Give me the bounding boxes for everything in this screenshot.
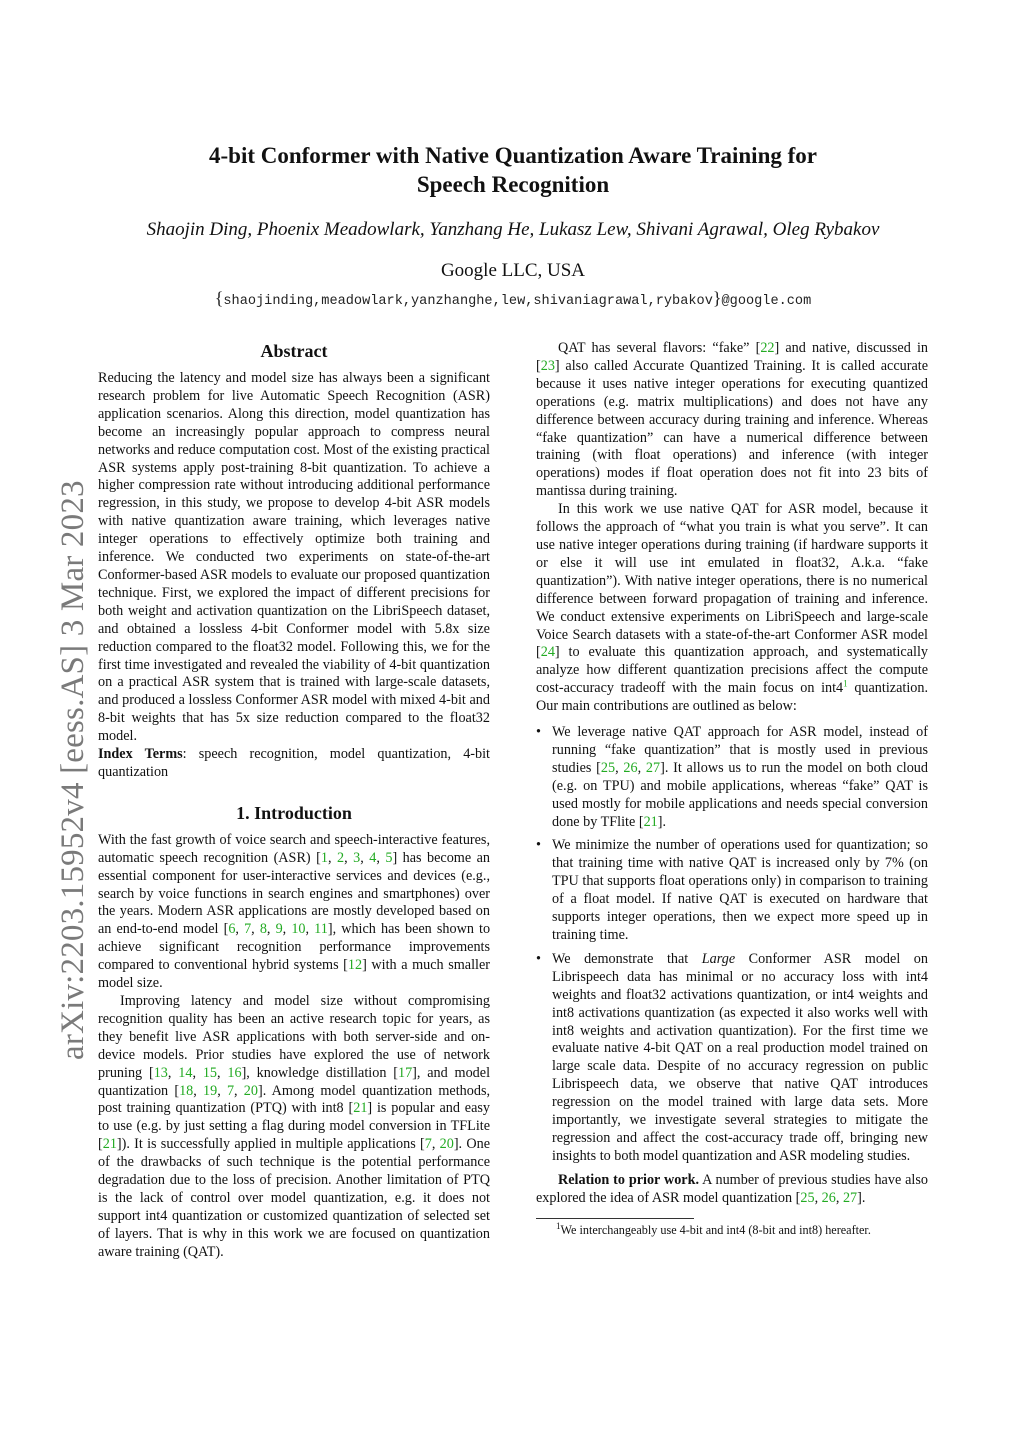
text-run: , <box>193 1082 203 1099</box>
citation-link[interactable]: 21 <box>102 1136 117 1153</box>
email-brace-close: } <box>712 288 722 308</box>
text-run: We minimize the number of operations used for quantization; so that training time with native QAT is increased only by 7% (on TPU that supports float operations only) in comparison to training of a float model. If native QAT is executed on hardware that supports integer operations, then we expect more speed up in training time. <box>552 837 928 943</box>
text-run: , <box>376 849 386 866</box>
text-run: We leverage native QAT approach for ASR model, instead of running “fake quantization” that is mostly used in previous studies [ <box>552 724 928 776</box>
abstract-heading: Abstract <box>260 341 328 361</box>
intro-paragraph-4 <box>536 501 928 716</box>
text-run: , <box>327 849 337 866</box>
citation-link[interactable]: 16 <box>227 1064 242 1081</box>
text-run: ]. It allows us to run the model on both cloud (e.g. on TPU) and mobile applications, whereas “fake” QAT is used mostly for mobile applications and needs special conversion done by TFlite [ <box>552 759 928 830</box>
citation-link[interactable]: 7 <box>244 921 252 938</box>
contribution-item <box>536 951 928 1166</box>
author-list: Shaojin Ding, Phoenix Meadowlark, Yanzhang He, Lukasz Lew, Shivani Agrawal, Oleg Rybakov <box>146 219 880 240</box>
text-run: quantization. Our main contributions are outlined as below: <box>536 680 928 715</box>
citation-link[interactable]: 27 <box>645 759 661 776</box>
intro-paragraph-2 <box>98 993 490 1262</box>
text-run: , <box>234 1082 244 1099</box>
citation-link[interactable]: 25 <box>800 1189 815 1206</box>
citation-link[interactable]: 27 <box>842 1189 858 1206</box>
citation-link[interactable]: 26 <box>623 759 638 776</box>
citation-link[interactable]: 7 <box>424 1136 432 1153</box>
contributions-list <box>536 724 928 1166</box>
text-run: A number of previous studies have also explored the idea of ASR model quantization [ <box>536 1171 928 1206</box>
citation-link[interactable]: 17 <box>397 1064 413 1081</box>
text-run: ], and model quantization [ <box>98 1064 491 1099</box>
prior-work-paragraph <box>536 1172 928 1208</box>
emphasis: Large <box>701 950 736 967</box>
text-run: ] to evaluate this quantization approach, and systematically analyze how different quantization precisions affect the compute cost-accuracy tradeoff with the main focus on int4 <box>536 644 928 697</box>
left-column <box>98 340 490 1262</box>
footnote <box>536 1220 928 1238</box>
citation-link[interactable]: 9 <box>275 921 283 938</box>
text-run: ]. Among model quantization methods, post training quantization (PTQ) with int8 [ <box>98 1082 491 1117</box>
text-run: , <box>431 1136 440 1153</box>
text-run: ], knowledge distillation [ <box>241 1064 398 1081</box>
citation-link[interactable]: 15 <box>202 1064 217 1081</box>
email-domain: @google.com <box>721 294 812 309</box>
footnote-mark: 1 <box>556 1220 561 1231</box>
citation-link[interactable]: 19 <box>203 1082 218 1099</box>
email-brace-open: { <box>214 288 224 308</box>
text-run: , <box>217 1064 228 1081</box>
citation-link[interactable]: 25 <box>600 759 616 776</box>
text-run: ] has become an essential component for user-interactive services and devices (e.g., search by voice functions in search engines and smartphones) over the years. Modern ASR applications are mostly developed based on an end-to-end model [ <box>98 849 491 938</box>
text-run: , <box>217 1082 227 1099</box>
bullet-marker: • <box>536 724 541 741</box>
contribution-item <box>536 724 928 831</box>
email-usernames: shaojinding,meadowlark,yanzhanghe,lew,shivaniagrawal,rybakov <box>223 294 713 309</box>
text-run: , <box>266 921 276 938</box>
text-run: , <box>344 849 354 866</box>
abstract-text: Reducing the latency and model size has always been a significant research problem for live Automatic Speech Recognition (ASR) application scenarios. Along this direction, model quantization has become an increasingly popular approach to compress neural networks and reduce computation cost. Most of the existing practical ASR systems apply post-training 8-bit quantization. To achieve a higher compression rate without introducing additional performance regression, in this study, we propose to develop 4-bit ASR models with native quantization aware training, which leverages native integer operations to effectively optimize both training and inference. We conducted two experiments on state-of-the-art Conformer-based ASR models to evaluate our proposed quantization technique. First, we explored the impact of different precisions for both weight and activation quantization on the LibriSpeech dataset, and obtained a lossless 4-bit Conformer model with 5.8x size reduction compared to the float32 model. Following this, we for the first time investigated and revealed the viability of 4-bit quantization on a practical ASR system that is trained with large-scale datasets, and produced a lossless Conformer ASR model with mixed 4-bit and 8-bit weights that has 5x size reduction compared to the float32 model. <box>98 370 490 745</box>
text-run: , <box>167 1064 179 1081</box>
text-run: We demonstrate that <box>552 950 702 967</box>
text-run: ]. <box>857 1189 866 1206</box>
text-run: Improving latency and model size without compromising recognition quality has been an active research topic for years, as they benefit live ASR applications with both server-side and on-device models. Prior studies have explored the use of network pruning [ <box>98 993 490 1081</box>
text-run: ] with a much smaller model size. <box>98 957 490 992</box>
index-terms-label: Index Terms <box>98 746 183 763</box>
introduction-heading: 1. Introduction <box>236 802 352 823</box>
paper-title <box>120 141 906 199</box>
text-run: , <box>282 921 292 938</box>
text-run: , <box>615 759 624 776</box>
text-run: With the fast growth of voice search and speech-interactive features, automatic speech recognition (ASR) [ <box>98 831 490 866</box>
affiliation: Google LLC, USA <box>440 260 586 281</box>
text-run: , <box>192 1064 203 1081</box>
text-run: , <box>360 849 370 866</box>
footnote-divider <box>536 1218 694 1219</box>
prior-work-label: Relation to prior work. <box>558 1171 700 1188</box>
index-terms <box>98 746 490 782</box>
arxiv-identifier[interactable]: arXiv:2203.15952v4 [eess.AS] 3 Mar 2023 <box>55 480 91 1060</box>
citation-link[interactable]: 11 <box>314 921 328 938</box>
text-run: ] and native, discussed in [ <box>536 340 928 374</box>
citation-link[interactable]: 6 <box>228 921 236 938</box>
citation-link[interactable]: 14 <box>178 1064 193 1081</box>
text-run: ], which has been shown to achieve significant recognition performance improvements compared to conventional hybrid systems [ <box>98 921 491 974</box>
citation-link[interactable]: 10 <box>291 921 306 938</box>
citation-link[interactable]: 26 <box>821 1189 836 1206</box>
contribution-text <box>552 951 928 1164</box>
title-line-2: Speech Recognition <box>416 172 610 197</box>
citation-link[interactable]: 7 <box>226 1082 235 1099</box>
intro-paragraph-3 <box>536 340 928 501</box>
title-line-1: 4-bit Conformer with Native Quantization Aware Training for <box>209 143 817 168</box>
citation-link[interactable]: 13 <box>153 1064 168 1081</box>
bullet-marker: • <box>536 950 541 967</box>
citation-link[interactable]: 20 <box>243 1082 258 1099</box>
text-run: QAT has several flavors: “fake” [ <box>558 340 761 356</box>
citation-link[interactable]: 3 <box>353 849 361 866</box>
citation-link[interactable]: 8 <box>259 921 267 938</box>
footnote-ref[interactable]: 1 <box>843 678 848 689</box>
contribution-text <box>552 724 928 830</box>
citation-link[interactable]: 12 <box>347 957 363 974</box>
text-run: ] also called Accurate Quantized Training. It is called accurate because it uses native integer operations for executing quantized operations (e.g. matrix multiplications) and does not have any difference between accuracy during training and inference. Whereas “fake quantization” can have a numerical difference between training (with float operations) and inference (with integer operations) modes if float operation does not fit into 23 bits of mantissa during training. <box>536 357 928 500</box>
text-run: ]. One of the drawbacks of such technique is the potential performance degradation due to the loss of precision. Another limitation of PTQ is the lack of control over model quantization, e.g. it does not support int4 quantization or customized quantization of selected set of layers. That is why in this work we are focused on quantization aware training (QAT). <box>98 1136 490 1260</box>
citation-link[interactable]: 18 <box>179 1082 194 1099</box>
author-emails[interactable] <box>90 288 936 309</box>
citation-link[interactable]: 21 <box>643 813 658 830</box>
contribution-item <box>536 837 928 944</box>
contribution-text <box>552 837 928 943</box>
text-run: , <box>835 1189 843 1206</box>
citation-link[interactable]: 24 <box>540 644 555 661</box>
citation-link[interactable]: 22 <box>760 340 775 356</box>
text-run: Conformer ASR model on Librispeech data has minimal or no accuracy loss with int4 weights and float32 activations quantization, or int4 weights and int8 activations quantization (as expected it also works well with int8 weights and activation quantization). For the first time we evaluate native 4-bit QAT on a real production model trained on large scale data. Despite of no accuracy regression on public Librispeech data, we observe that native QAT introduces regression on the model trained with large data sets. More importantly, we investigate several strategies to mitigate the regression and affect the cost-accuracy trade off, bringing new insights to both model quantization and ASR modeling studies. <box>552 950 928 1164</box>
index-terms-text: : speech recognition, model quantization, 4-bit quantization <box>98 746 490 780</box>
citation-link[interactable]: 4 <box>369 849 377 866</box>
right-column <box>536 340 928 1238</box>
text-run: , <box>814 1189 822 1206</box>
citation-link[interactable]: 20 <box>439 1136 454 1153</box>
text-run: ]. <box>657 813 667 830</box>
bullet-marker: • <box>536 837 541 854</box>
text-run: In this work we use native QAT for ASR model, because it follows the approach of “what you train is what you serve”. It can use native integer operations during training (if hardware supports it or else it will use int emulated in float32, A.k.a. “fake quantization”). With native integer operations, there is no numerical difference between forward propagation of training and inference. We conduct extensive experiments on LibriSpeech and large-scale Voice Search datasets with a state-of-the-art Conformer ASR model [ <box>536 501 928 661</box>
citation-link[interactable]: 1 <box>320 849 328 866</box>
text-run: ] is popular and easy to use (e.g. by just setting a flag during model conversion in TFLite [ <box>98 1100 490 1153</box>
text-run: , <box>637 759 646 776</box>
footnote-text: We interchangeably use 4-bit and int4 (8-bit and int8) hereafter. <box>560 1222 871 1237</box>
text-run: , <box>235 921 245 938</box>
citation-link[interactable]: 21 <box>353 1100 368 1117</box>
text-run: , <box>305 921 315 938</box>
citation-link[interactable]: 5 <box>385 849 393 866</box>
citation-link[interactable]: 2 <box>336 849 345 866</box>
text-run: ]). It is successfully applied in multiple applications [ <box>116 1136 425 1153</box>
citation-link[interactable]: 23 <box>540 357 555 374</box>
intro-paragraph-1 <box>98 832 490 993</box>
text-run: , <box>251 921 260 938</box>
